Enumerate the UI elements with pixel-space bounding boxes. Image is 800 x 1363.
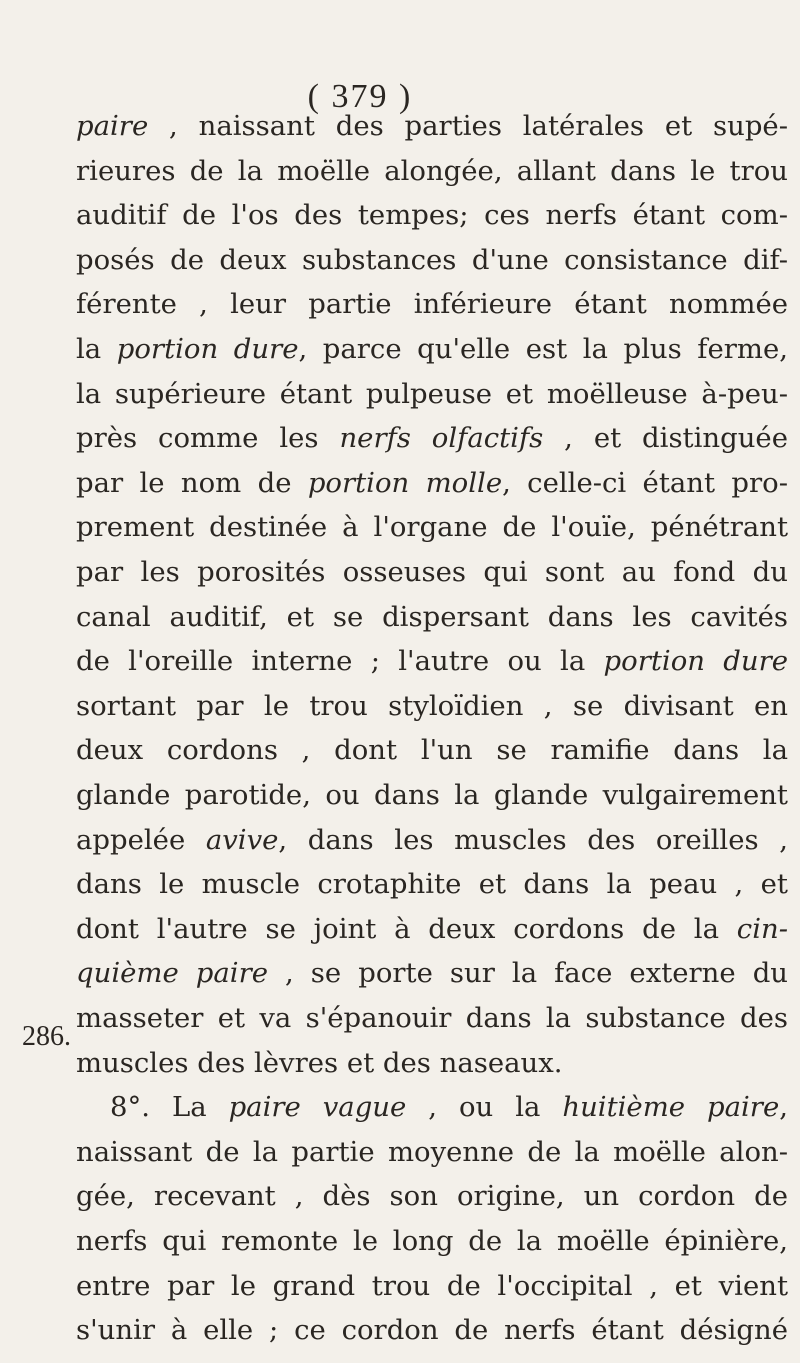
italic-term: cin- xyxy=(736,912,788,945)
text-run: la supérieure étant pulpeuse et moëlleuse à-peu- xyxy=(76,377,788,410)
italic-term: nerfs olfactifs xyxy=(339,422,544,455)
italic-term: portion dure xyxy=(603,645,788,678)
text-line xyxy=(76,1041,788,1085)
italic-term: huitième paire xyxy=(562,1091,780,1124)
text-run: par les porosités osseuses qui sont au fond du xyxy=(76,556,788,588)
text-line xyxy=(76,193,788,237)
text-run: naissant de la partie moyenne de la moëlle alon- xyxy=(76,1135,788,1168)
text-line xyxy=(76,818,788,862)
text-run: de l'oreille interne ; l'autre ou la xyxy=(76,645,604,678)
text-run: près comme les xyxy=(76,422,340,455)
text-line xyxy=(76,728,788,772)
italic-term: portion molle xyxy=(307,466,503,499)
text-run: glande parotide, ou dans la glande vulgairement xyxy=(76,779,788,811)
text-line xyxy=(76,238,788,282)
text-line xyxy=(76,1264,788,1308)
text-run: prement destinée à l'organe de l'ouïe, pénétrant xyxy=(76,511,788,544)
text-line xyxy=(76,104,788,148)
text-run: dont l'autre se joint à deux cordons de la xyxy=(76,912,737,945)
italic-term: avive xyxy=(205,823,279,856)
page-number: ( 379 ) xyxy=(307,78,413,115)
text-run: , se porte sur la face externe du xyxy=(268,957,788,990)
text-line xyxy=(76,862,788,906)
text-line xyxy=(76,1130,788,1174)
text-run: gée, recevant , dès son origine, un cordon de xyxy=(76,1180,788,1213)
text-run: , celle-ci étant pro- xyxy=(502,466,788,499)
text-line xyxy=(76,416,788,460)
text-run: par le nom de xyxy=(76,466,308,499)
text-line xyxy=(76,505,788,549)
text-run: 8°. La xyxy=(110,1091,229,1124)
text-run: férente , leur partie inférieure étant nommée xyxy=(76,288,788,321)
text-line xyxy=(76,684,788,728)
text-run: dans le muscle crotaphite et dans la peau , et xyxy=(76,868,788,901)
text-run: nerfs qui remonte le long de la moëlle épinière, xyxy=(76,1225,788,1257)
text-line xyxy=(76,1308,788,1352)
text-run: auditif de l'os des tempes; ces nerfs étant com- xyxy=(76,199,788,232)
text-run: , ou la xyxy=(406,1091,563,1124)
text-line xyxy=(76,461,788,505)
text-run: , xyxy=(779,1091,788,1124)
text-run: , naissant des parties latérales et supé- xyxy=(148,110,788,142)
text-line xyxy=(110,1085,788,1129)
text-run: muscles des lèvres et des naseaux. xyxy=(76,1046,563,1079)
text-run: , dans les muscles des oreilles , xyxy=(278,823,788,856)
text-line xyxy=(76,550,788,594)
text-line xyxy=(76,951,788,995)
text-run: entre par le grand trou de l'occipital , et vient xyxy=(76,1269,788,1302)
text-line xyxy=(76,372,788,416)
text-run: la xyxy=(76,333,117,365)
text-run: sortant par le trou styloïdien , se divisant en xyxy=(76,689,788,722)
italic-term: quième paire xyxy=(76,957,268,990)
text-line xyxy=(76,1219,788,1263)
text-line xyxy=(76,996,788,1040)
text-line xyxy=(76,595,788,639)
text-run: masseter et va s'épanouir dans la substance des xyxy=(76,1002,788,1034)
text-line xyxy=(76,149,788,193)
text-run: rieures de la moëlle alongée, allant dans le trou xyxy=(76,154,788,187)
italic-term: paire vague xyxy=(228,1091,407,1124)
text-line xyxy=(76,1174,788,1218)
text-line xyxy=(76,282,788,326)
italic-term: paire xyxy=(76,110,149,142)
text-line xyxy=(76,327,788,371)
text-run: , parce qu'elle est la plus ferme, xyxy=(298,333,788,365)
italic-term: portion dure xyxy=(116,333,299,365)
text-run: appelée xyxy=(76,823,206,856)
text-run: , et distinguée xyxy=(543,422,788,455)
text-run: deux cordons , dont l'un se ramifie dans la xyxy=(76,734,788,767)
text-line xyxy=(76,639,788,683)
text-run: posés de deux substances d'une consistance dif- xyxy=(76,243,788,276)
text-line xyxy=(76,773,788,817)
text-line xyxy=(76,907,788,951)
paragraph-number: 286. xyxy=(22,1021,71,1052)
text-run: s'unir à elle ; ce cordon de nerfs étant désigné xyxy=(76,1314,788,1347)
text-run: canal auditif, et se dispersant dans les cavités xyxy=(76,600,788,633)
